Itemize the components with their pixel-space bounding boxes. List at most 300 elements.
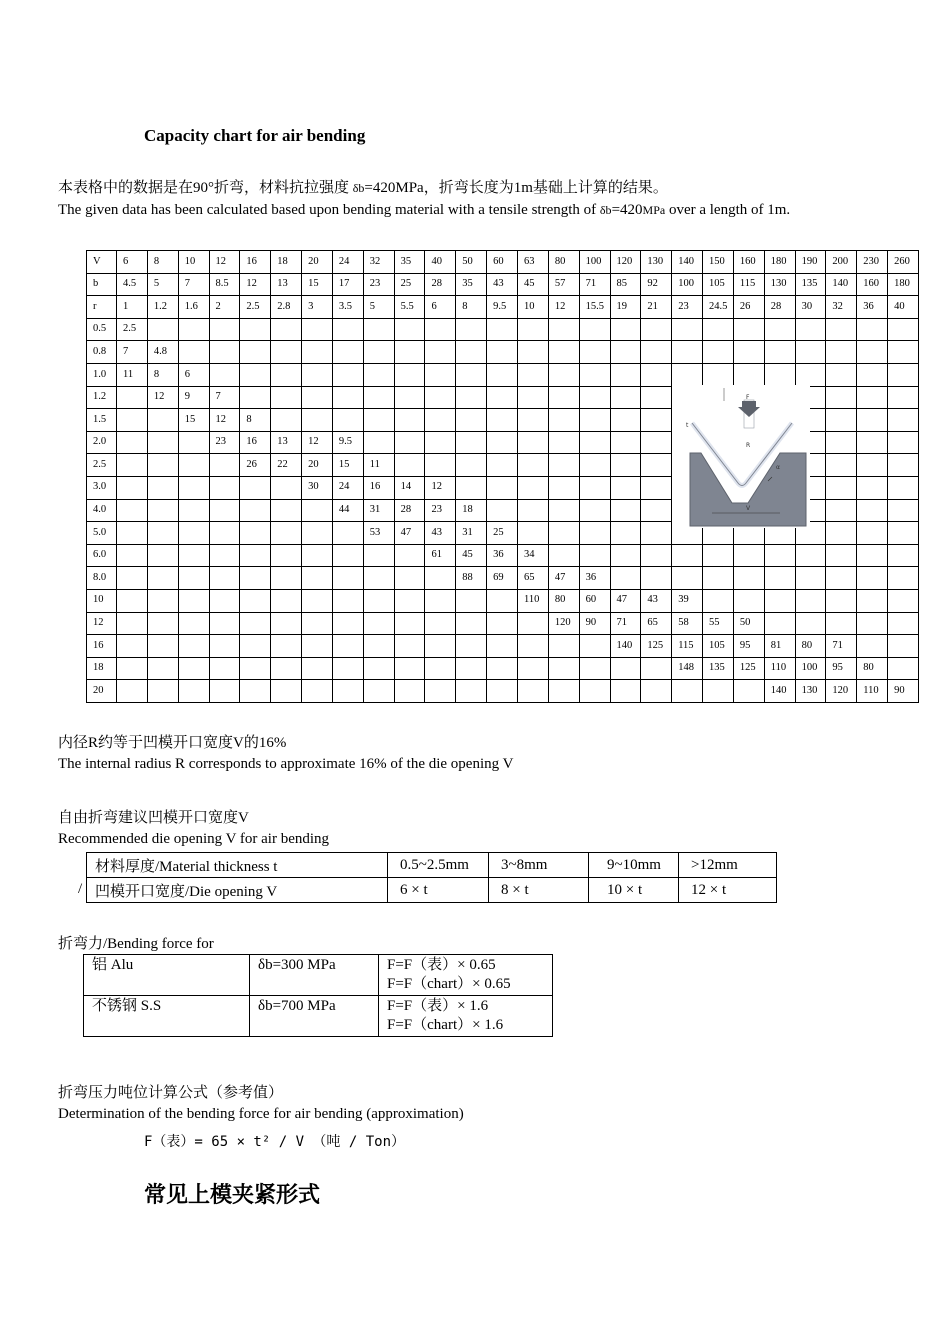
table-cell [363, 409, 394, 432]
table-cell [332, 680, 363, 703]
table-cell: 12 [209, 409, 240, 432]
row-header-cell: 0.8 [87, 341, 117, 364]
table-cell: 4.5 [117, 273, 148, 296]
table-cell [425, 341, 456, 364]
table-cell [517, 454, 548, 477]
row-header-cell: 1.0 [87, 363, 117, 386]
table-cell: 6 [425, 296, 456, 319]
table-cell: 71 [579, 273, 610, 296]
table-cell: 31 [363, 499, 394, 522]
table-cell [178, 522, 209, 545]
bending-force-heading: 折弯力/Bending force for [58, 936, 214, 952]
strength-cell: δb=300 MPa [250, 955, 379, 996]
table-cell [579, 454, 610, 477]
table-cell [147, 318, 178, 341]
table-cell [456, 589, 487, 612]
table-cell [271, 680, 302, 703]
table-cell [425, 318, 456, 341]
diagram-force-label: F [746, 394, 750, 401]
row-header-cell: 凹模开口宽度/Die opening V [87, 878, 388, 903]
row-header-cell: 0.5 [87, 318, 117, 341]
table-cell [302, 409, 333, 432]
table-cell: 8 [240, 409, 271, 432]
table-cell: 80 [857, 657, 888, 680]
table-cell [240, 635, 271, 658]
table-cell [394, 454, 425, 477]
table-cell [394, 431, 425, 454]
intro-cn-prefix: 本表格中的数据是在90°折弯，材料抗拉强度 [58, 180, 353, 196]
row-header-cell: 16 [87, 635, 117, 658]
table-cell [425, 409, 456, 432]
row-header-cell: 5.0 [87, 522, 117, 545]
table-cell [271, 386, 302, 409]
table-cell: 80 [795, 635, 826, 658]
table-cell [487, 476, 518, 499]
table-cell: 2 [209, 296, 240, 319]
table-cell [888, 612, 919, 635]
table-cell: 40 [888, 296, 919, 319]
table-cell [795, 341, 826, 364]
table-cell: 35 [394, 251, 425, 274]
table-cell: 200 [826, 251, 857, 274]
table-cell [857, 567, 888, 590]
table-cell [517, 409, 548, 432]
table-cell: 135 [703, 657, 734, 680]
table-cell [703, 363, 734, 386]
table-cell [302, 499, 333, 522]
table-cell [888, 409, 919, 432]
table-cell: 16 [240, 251, 271, 274]
table-cell [487, 318, 518, 341]
table-cell [117, 499, 148, 522]
table-cell: 45 [456, 544, 487, 567]
table-cell [209, 544, 240, 567]
table-cell [240, 318, 271, 341]
table-cell: 100 [672, 273, 703, 296]
table-cell: 20 [302, 454, 333, 477]
intro-en [58, 202, 790, 219]
table-cell: 8 [456, 296, 487, 319]
table-cell [888, 386, 919, 409]
formula-line-cn: F=F（表）× 1.6 [387, 998, 489, 1014]
table-cell: 140 [764, 680, 795, 703]
table-cell: 6 [178, 363, 209, 386]
table-cell [857, 454, 888, 477]
table-cell [425, 431, 456, 454]
table-cell [517, 386, 548, 409]
table-cell: 47 [610, 589, 641, 612]
formula-heading-cn: 折弯压力吨位计算公式（参考值） [58, 1085, 284, 1101]
table-cell: 125 [733, 657, 764, 680]
row-header-cell: r [87, 296, 117, 319]
table-row [87, 657, 919, 680]
table-cell [332, 589, 363, 612]
table-cell: 21 [641, 296, 672, 319]
table-cell [548, 657, 579, 680]
table-cell [579, 499, 610, 522]
table-cell: 120 [548, 612, 579, 635]
table-row [87, 612, 919, 635]
table-cell [857, 363, 888, 386]
table-cell [641, 522, 672, 545]
table-cell [117, 544, 148, 567]
table-cell: 110 [764, 657, 795, 680]
table-cell: 130 [641, 251, 672, 274]
table-cell [826, 409, 857, 432]
table-cell: 120 [610, 251, 641, 274]
table-cell [517, 363, 548, 386]
table-cell [795, 612, 826, 635]
table-cell [147, 409, 178, 432]
table-cell: 9.5 [487, 296, 518, 319]
table-cell [733, 589, 764, 612]
material-cell: 不锈钢 S.S [84, 996, 250, 1037]
table-cell [579, 522, 610, 545]
table-cell: 15 [178, 409, 209, 432]
table-cell: 140 [672, 251, 703, 274]
table-cell [394, 386, 425, 409]
table-cell [517, 431, 548, 454]
table-cell: 13 [271, 431, 302, 454]
table-cell [302, 386, 333, 409]
table-cell [363, 431, 394, 454]
table-cell [425, 454, 456, 477]
table-cell [517, 680, 548, 703]
table-cell [302, 522, 333, 545]
table-row [87, 341, 919, 364]
table-cell [363, 635, 394, 658]
table-cell [209, 635, 240, 658]
table-cell: 12 [302, 431, 333, 454]
table-cell [487, 341, 518, 364]
table-cell [672, 680, 703, 703]
table-cell [332, 544, 363, 567]
table-cell: 95 [826, 657, 857, 680]
table-cell [240, 522, 271, 545]
table-cell: 160 [733, 251, 764, 274]
row-header-cell: V [87, 251, 117, 274]
table-cell [425, 680, 456, 703]
table-cell [826, 567, 857, 590]
table-cell [425, 386, 456, 409]
row-header-cell: 2.5 [87, 454, 117, 477]
table-cell: 80 [548, 589, 579, 612]
table-cell [548, 318, 579, 341]
table-cell [641, 567, 672, 590]
table-cell: 12 [240, 273, 271, 296]
table-cell [888, 499, 919, 522]
table-cell: 31 [456, 522, 487, 545]
table-cell: 23 [672, 296, 703, 319]
table-cell [117, 454, 148, 477]
table-cell [456, 635, 487, 658]
table-cell [487, 680, 518, 703]
table-cell: 110 [517, 589, 548, 612]
table-cell [332, 341, 363, 364]
table-cell [610, 454, 641, 477]
table-cell [610, 567, 641, 590]
row-header-cell: 2.0 [87, 431, 117, 454]
table-row [87, 589, 919, 612]
table-cell: 15 [332, 454, 363, 477]
table-cell: 24 [332, 251, 363, 274]
table-cell [117, 476, 148, 499]
table-cell [302, 567, 333, 590]
table-cell: 36 [579, 567, 610, 590]
table-cell [147, 680, 178, 703]
table-cell [456, 386, 487, 409]
table-cell [641, 476, 672, 499]
table-row [87, 878, 777, 903]
table-cell [857, 635, 888, 658]
table-cell [271, 544, 302, 567]
table-cell [271, 499, 302, 522]
table-cell [332, 522, 363, 545]
table-cell [332, 386, 363, 409]
table-cell [394, 341, 425, 364]
table-cell [178, 499, 209, 522]
table-cell [641, 386, 672, 409]
intro-en-sigma: δb [599, 203, 612, 217]
table-cell: 2.5 [117, 318, 148, 341]
table-cell: 36 [487, 544, 518, 567]
table-cell: 180 [764, 251, 795, 274]
table-cell: 18 [456, 499, 487, 522]
v-die-bending-diagram-icon [672, 385, 810, 528]
table-cell [240, 386, 271, 409]
table-cell [302, 680, 333, 703]
table-cell [672, 567, 703, 590]
table-cell [302, 635, 333, 658]
table-cell [425, 657, 456, 680]
table-cell [332, 567, 363, 590]
table-cell: 25 [394, 273, 425, 296]
table-cell [826, 589, 857, 612]
table-cell: 105 [703, 273, 734, 296]
table-cell [456, 454, 487, 477]
table-cell [826, 431, 857, 454]
table-cell [117, 409, 148, 432]
intro-en-value: =420 [611, 202, 643, 218]
table-row [87, 363, 919, 386]
table-cell [548, 341, 579, 364]
table-cell [240, 476, 271, 499]
row-header-cell: 12 [87, 612, 117, 635]
table-cell [517, 341, 548, 364]
table-cell: 115 [672, 635, 703, 658]
table-cell: 23 [425, 499, 456, 522]
table-cell [240, 499, 271, 522]
table-cell [209, 522, 240, 545]
table-cell: 44 [332, 499, 363, 522]
table-cell: 39 [672, 589, 703, 612]
table-row [87, 635, 919, 658]
table-cell: 5 [363, 296, 394, 319]
table-cell [394, 409, 425, 432]
table-cell [332, 318, 363, 341]
table-cell [703, 680, 734, 703]
table-cell [117, 657, 148, 680]
table-row [84, 955, 553, 996]
table-cell [641, 363, 672, 386]
table-cell: 7 [117, 341, 148, 364]
table-cell [271, 657, 302, 680]
table-cell [579, 544, 610, 567]
table-cell [487, 657, 518, 680]
table-cell [641, 454, 672, 477]
table-cell [888, 657, 919, 680]
table-cell: 18 [271, 251, 302, 274]
table-cell [548, 680, 579, 703]
intro-en-unit: MPa [642, 203, 666, 217]
table-cell [332, 657, 363, 680]
table-cell [795, 567, 826, 590]
table-cell [240, 363, 271, 386]
intro-cn [58, 176, 668, 197]
table-cell [579, 363, 610, 386]
table-cell [764, 341, 795, 364]
table-cell [548, 544, 579, 567]
table-cell [178, 567, 209, 590]
table-cell: 1.6 [178, 296, 209, 319]
table-cell [363, 386, 394, 409]
strength-cell: δb=700 MPa [250, 996, 379, 1037]
table-cell [271, 635, 302, 658]
bending-force-table [83, 954, 553, 1037]
table-cell [610, 499, 641, 522]
row-header-cell: b [87, 273, 117, 296]
table-cell [487, 589, 518, 612]
table-cell [394, 318, 425, 341]
table-row [87, 544, 919, 567]
table-cell [857, 499, 888, 522]
table-cell: 9~10mm [589, 853, 679, 878]
table-cell: 47 [548, 567, 579, 590]
table-cell [517, 522, 548, 545]
table-cell [795, 544, 826, 567]
table-cell [178, 657, 209, 680]
table-row [87, 853, 777, 878]
table-cell [733, 680, 764, 703]
table-cell [487, 612, 518, 635]
table-cell: 50 [733, 612, 764, 635]
table-cell [579, 635, 610, 658]
table-cell [888, 635, 919, 658]
table-cell [579, 476, 610, 499]
table-cell: 65 [517, 567, 548, 590]
table-cell [888, 341, 919, 364]
table-cell: 6 [117, 251, 148, 274]
table-cell: 6 × t [388, 878, 489, 903]
table-cell [888, 522, 919, 545]
table-cell [240, 567, 271, 590]
table-cell [548, 499, 579, 522]
table-cell: 15 [302, 273, 333, 296]
table-cell [271, 318, 302, 341]
row-header-cell: 20 [87, 680, 117, 703]
table-cell [240, 612, 271, 635]
table-cell [271, 522, 302, 545]
table-cell: 140 [826, 273, 857, 296]
table-cell [579, 409, 610, 432]
table-cell [888, 544, 919, 567]
table-cell: 7 [178, 273, 209, 296]
table-cell [209, 341, 240, 364]
table-cell [703, 341, 734, 364]
table-cell [425, 612, 456, 635]
table-cell: 260 [888, 251, 919, 274]
table-cell [209, 363, 240, 386]
formula-line-en: F=F（chart）× 0.65 [387, 976, 511, 992]
table-cell: 63 [517, 251, 548, 274]
table-cell [888, 454, 919, 477]
table-cell [332, 612, 363, 635]
intro-en-prefix: The given data has been calculated based upon bending material with a tensile strength of [58, 202, 600, 218]
table-cell: 71 [610, 612, 641, 635]
table-cell [641, 544, 672, 567]
table-cell [363, 363, 394, 386]
table-cell [147, 544, 178, 567]
table-cell [826, 612, 857, 635]
table-cell [703, 589, 734, 612]
table-cell: 43 [641, 589, 672, 612]
table-cell: 22 [271, 454, 302, 477]
table-cell: 15.5 [579, 296, 610, 319]
table-cell [487, 499, 518, 522]
table-cell: 140 [610, 635, 641, 658]
table-cell [579, 341, 610, 364]
table-cell [641, 409, 672, 432]
table-cell: 120 [826, 680, 857, 703]
table-cell [641, 499, 672, 522]
table-cell [764, 612, 795, 635]
table-cell: 4.8 [147, 341, 178, 364]
table-cell [857, 476, 888, 499]
table-cell [147, 567, 178, 590]
diagram-thickness-label: t [686, 422, 689, 429]
table-cell: 43 [487, 273, 518, 296]
table-cell: 47 [394, 522, 425, 545]
table-cell [641, 318, 672, 341]
table-cell: 20 [302, 251, 333, 274]
row-header-cell: 1.2 [87, 386, 117, 409]
row-header-cell: 10 [87, 589, 117, 612]
table-cell [548, 635, 579, 658]
table-cell [610, 522, 641, 545]
intro-cn-sigma: δb [352, 181, 365, 195]
table-cell [857, 431, 888, 454]
table-cell: 81 [764, 635, 795, 658]
table-cell [363, 341, 394, 364]
table-cell: 3 [302, 296, 333, 319]
table-cell: 230 [857, 251, 888, 274]
table-cell [147, 612, 178, 635]
table-cell [209, 318, 240, 341]
table-cell [209, 612, 240, 635]
table-cell: 130 [795, 680, 826, 703]
table-row [84, 996, 553, 1037]
table-cell [117, 680, 148, 703]
row-header-cell: 材料厚度/Material thickness t [87, 853, 388, 878]
table-cell [857, 612, 888, 635]
table-cell [456, 318, 487, 341]
section-heading: 常见上模夹紧形式 [144, 1183, 321, 1208]
table-cell [487, 386, 518, 409]
table-cell [332, 635, 363, 658]
table-cell: 88 [456, 567, 487, 590]
table-cell: 7 [209, 386, 240, 409]
table-cell [363, 318, 394, 341]
